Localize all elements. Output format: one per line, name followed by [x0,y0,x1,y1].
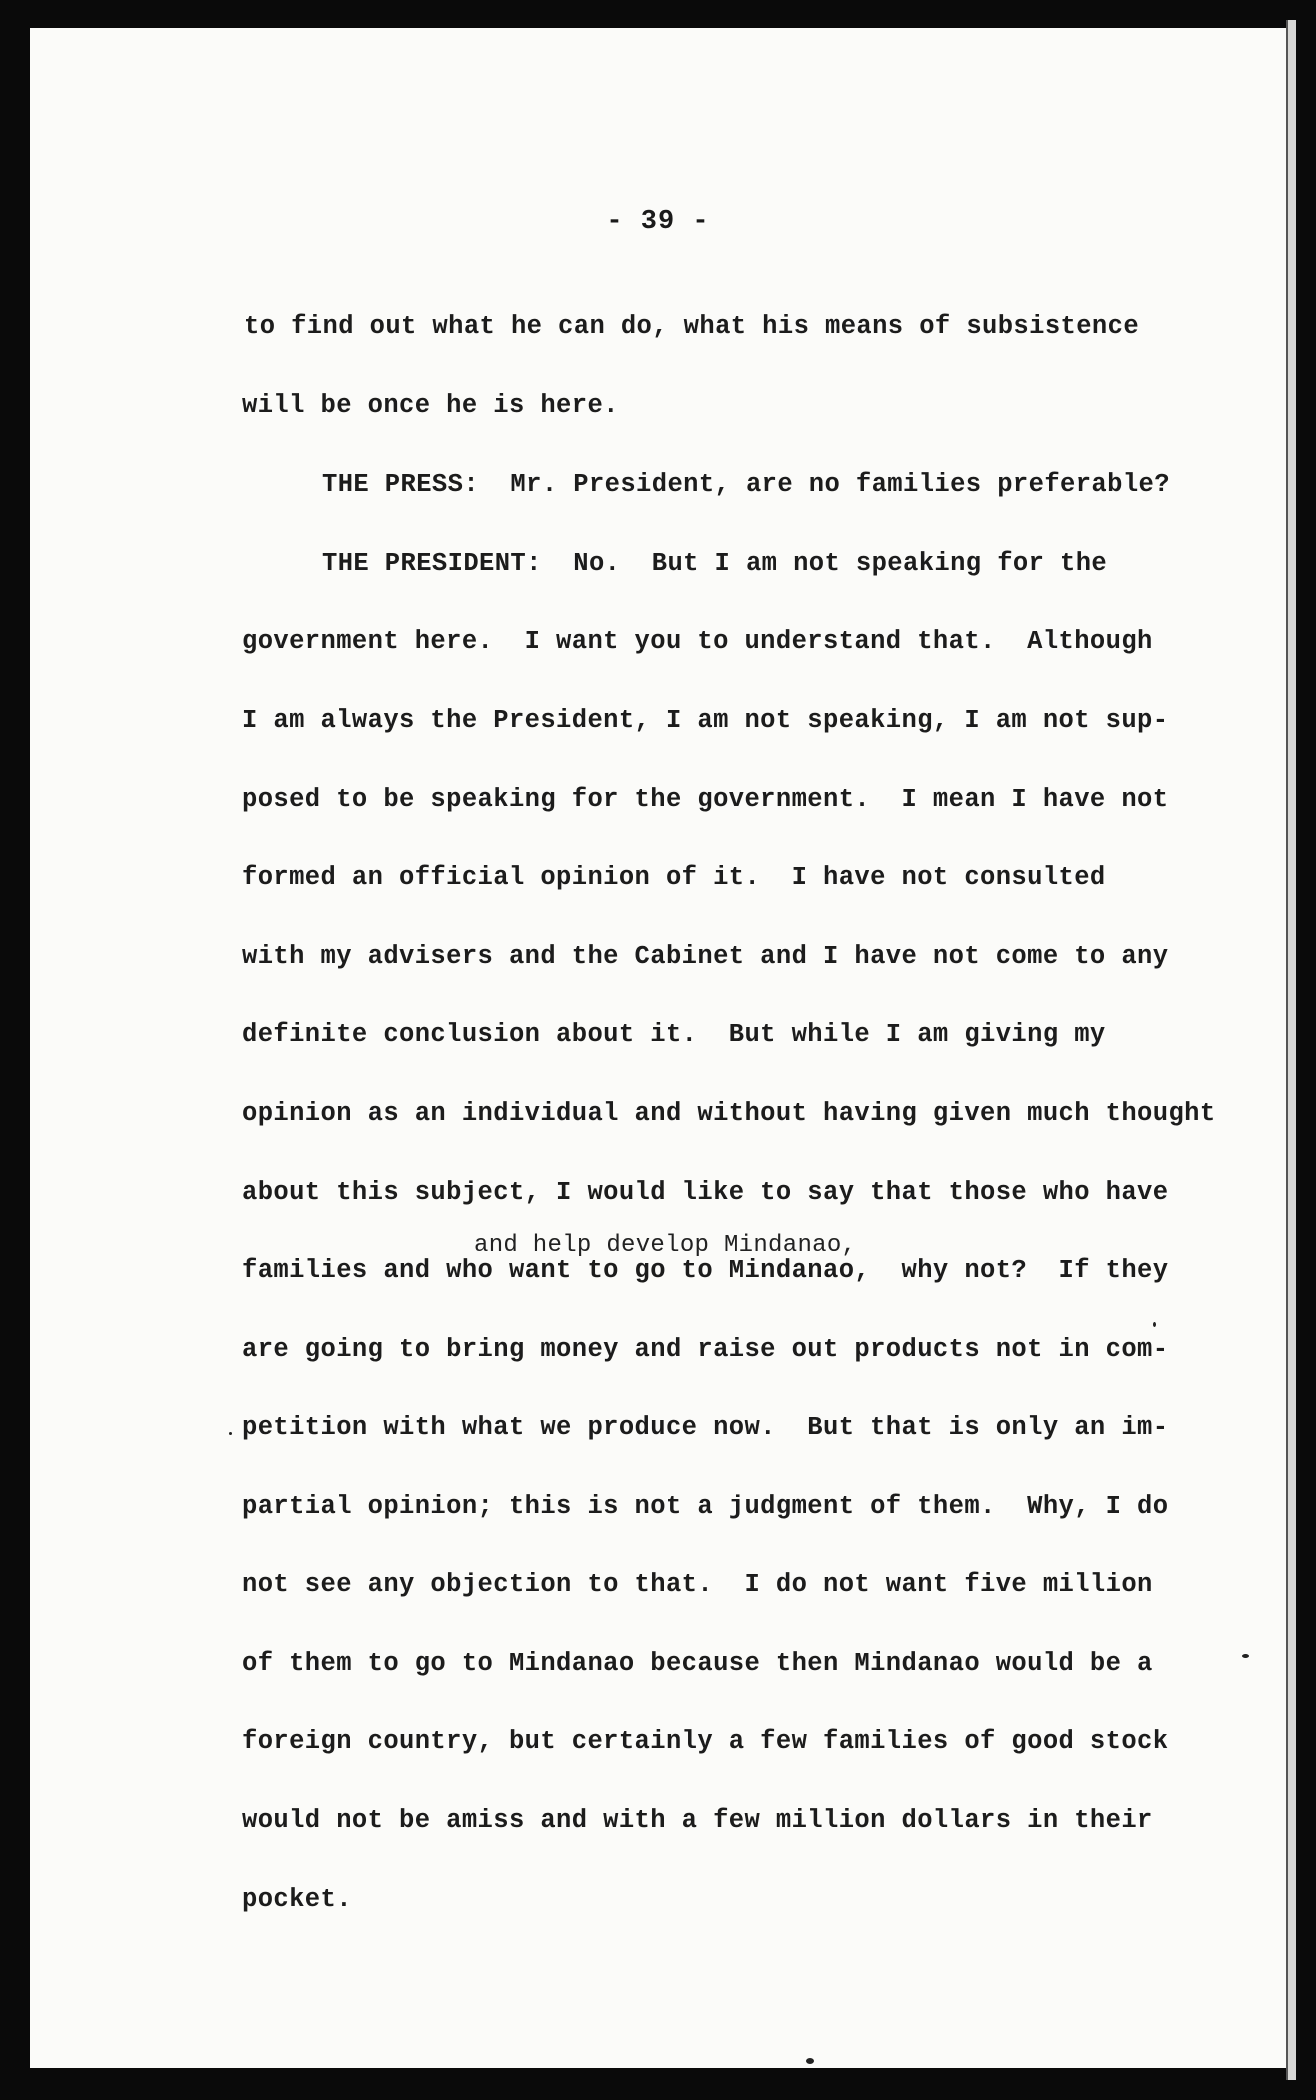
text-line: THE PRESS: Mr. President, are no families preferable? [322,470,1170,499]
text-line: to find out what he can do, what his means of subsistence [244,312,1140,341]
text-line: are going to bring money and raise out products not in com- [242,1335,1169,1364]
text-line: government here. I want you to understand that. Although [242,627,1153,656]
page-number: - 39 - [606,207,710,237]
text-line: THE PRESIDENT: No. But I am not speaking for the [322,549,1108,578]
ink-speck [1242,1654,1249,1658]
page-edge [1286,20,1296,2080]
ink-speck [806,2058,814,2064]
text-line: partial opinion; this is not a judgment of them. Why, I do [242,1492,1169,1521]
text-line: posed to be speaking for the government. I mean I have not [242,785,1169,814]
text-line: opinion as an individual and without having given much thought [242,1099,1216,1128]
text-line: would not be amiss and with a few million dollars in their [242,1806,1153,1835]
text-line: with my advisers and the Cabinet and I have not come to any [242,942,1169,971]
text-line: definite conclusion about it. But while I am giving my [242,1020,1106,1049]
text-line: of them to go to Mindanao because then Mindanao would be a [242,1649,1153,1678]
text-line: will be once he is here. [242,391,619,420]
text-line: foreign country, but certainly a few families of good stock [242,1727,1169,1756]
text-line: formed an official opinion of it. I have not consulted [242,863,1106,892]
text-line: about this subject, I would like to say that those who have [242,1178,1169,1207]
text-line: pocket. [242,1885,352,1914]
text-line: I am always the President, I am not speaking, I am not sup- [242,706,1169,735]
handwritten-insertion: and help develop Mindanao, [474,1232,857,1259]
text-line: families and who want to go to Mindanao, why not? If they [242,1256,1169,1285]
ink-speck [229,1432,232,1435]
ink-speck [1153,1322,1156,1327]
text-line: petition with what we produce now. But that is only an im- [242,1413,1169,1442]
text-line: not see any objection to that. I do not want five million [242,1570,1153,1599]
